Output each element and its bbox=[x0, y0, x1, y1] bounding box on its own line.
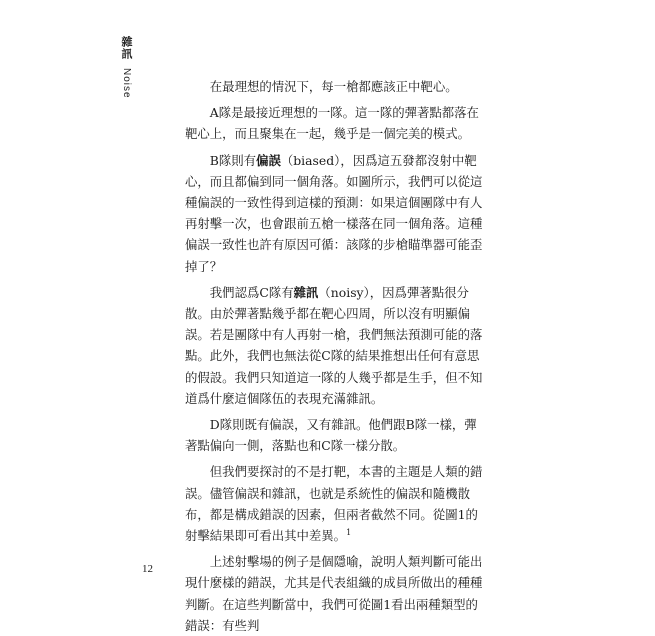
paragraph-ideal: 在最理想的情況下，每一槍都應該正中靶心。 bbox=[209, 79, 458, 94]
term-bias: 偏誤 bbox=[256, 152, 281, 168]
term-noise: 雜訊 bbox=[293, 284, 319, 300]
body-text bbox=[185, 76, 485, 636]
running-head-title: 雜訊 bbox=[120, 36, 133, 60]
paragraph-team-c: 我們認爲C隊有雜訊（noisy），因爲彈著點很分散。由於彈著點幾乎都在靶心四周，所以沒有明顯偏誤。若是團隊中有人再射一槍，我們無法預測可能的落點。此外，我們也無法從C隊的結果推想出任何有意思的假設。我們只知道這一隊的人幾乎都是生手，但不知道爲什麼這個隊伍的表現充滿雜訊。 bbox=[185, 284, 483, 406]
page-number: 12 bbox=[142, 563, 153, 575]
running-head-subtitle: Noise bbox=[121, 68, 132, 99]
paragraph-human-error: 但我們要探討的不是打靶，本書的主題是人類的錯誤。儘管偏誤和雜訊，也就是系統性的偏誤和隨機散布，都是構成錯誤的因素，但兩者截然不同。從圖1的射擊結果即可看出其中差異。$^1$ bbox=[185, 464, 483, 544]
paragraph-team-d: D隊則既有偏誤，又有雜訊。他們跟B隊一樣，彈著點偏向一側，落點也和C隊一樣分散。 bbox=[185, 417, 477, 454]
paragraph-team-a: A隊是最接近理想的一隊。這一隊的彈著點都落在靶心上，而且聚集在一起，幾乎是一個完美的模式。 bbox=[185, 105, 479, 142]
paragraph-team-b: B隊則有偏誤（biased），因爲這五發都沒射中靶心，而且都偏到同一個角落。如圖所示，我們可以從這種偏誤的一致性得到這樣的預測：如果這個團隊中有人再射擊一次，也會跟前五槍一樣落在同一個角落。這種偏誤一致性也許有原因可循：該隊的步槍瞄準器可能歪掉了？ bbox=[185, 152, 483, 274]
footnote-marker[interactable]: 1 bbox=[346, 527, 352, 537]
paragraph-metaphor: 上述射擊場的例子是個隱喻，說明人類判斷可能出現什麼樣的錯誤，尤其是代表組織的成員所做出的種種判斷。在這些判斷當中，我們可從圖1看出兩種類型的錯誤：有些判 bbox=[185, 554, 483, 633]
running-head bbox=[118, 36, 134, 99]
